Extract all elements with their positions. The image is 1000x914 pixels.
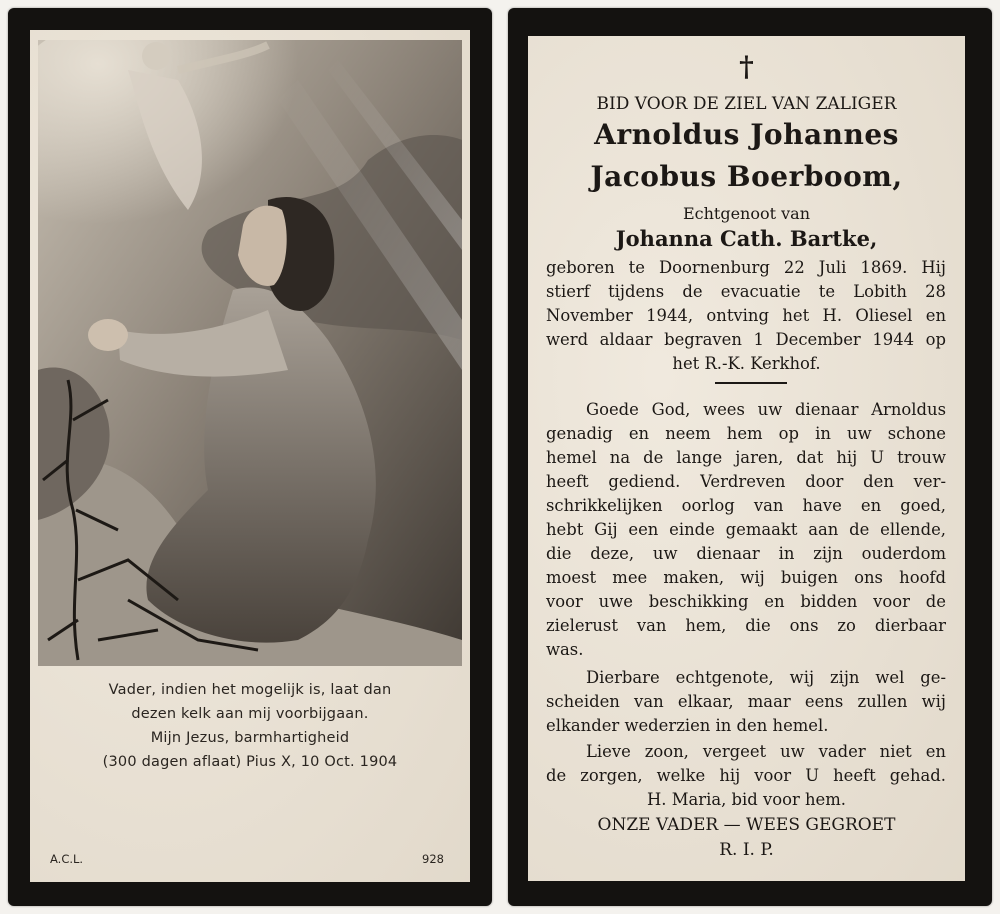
caption-line-1: Vader, indien het mogelijk is, laat dan	[108, 682, 392, 698]
prayer-line-11: was.	[546, 640, 584, 659]
prayer-line-3: hemel na de lange jaren, dat hij U trouw	[546, 448, 946, 467]
right-card	[508, 8, 992, 906]
prayer-line-9: voor uwe beschikking en bidden voor de	[546, 592, 946, 611]
prayers-line: ONZE VADER — WEES GEGROET	[597, 815, 896, 835]
bio-line-2: stierf tijdens de evacuatie te Lobith 28	[546, 282, 946, 301]
rip-line: R. I. P.	[719, 840, 774, 860]
prayer-line-2: genadig en neem hem op in uw schone	[546, 424, 946, 443]
prayer-line-8: moest mee maken, wij buigen ons hoofd	[546, 568, 946, 587]
cross-icon: †	[739, 50, 754, 83]
son-line-2: de zorgen, welke hij voor U heeft gehad.	[546, 766, 946, 785]
prayer-line-4: heeft gediend. Verdreven door den ver-	[546, 472, 946, 491]
deceased-name-line-2: Jacobus Boerboom,	[590, 160, 903, 193]
spouse-name: Johanna Cath. Bartke,	[615, 226, 878, 251]
publisher-mark: A.C.L.	[50, 852, 84, 866]
praying-figure-image	[38, 40, 462, 666]
spouse-line-1: Dierbare echtgenote, wij zijn wel ge-	[586, 668, 946, 687]
prayer-line-10: zielerust van hem, die ons zo dierbaar	[546, 616, 946, 635]
right-paper	[528, 36, 965, 881]
prayer-line-7: die deze, uw dienaar in zijn ouderdom	[546, 544, 946, 563]
spouse-line-2: scheiden van elkaar, maar eens zullen wij	[546, 692, 946, 711]
spouse-line-3: elkander wederzien in den hemel.	[546, 716, 829, 735]
devotional-illustration	[38, 40, 462, 666]
heading: BID VOOR DE ZIEL VAN ZALIGER	[596, 94, 897, 114]
divider	[715, 382, 787, 384]
caption-line-3: Mijn Jezus, barmhartigheid	[150, 730, 350, 746]
spouse-intro: Echtgenoot van	[682, 204, 811, 223]
bio-line-4: werd aldaar begraven 1 December 1944 op	[546, 330, 946, 349]
bio-line-3: November 1944, ontving het H. Oliesel en	[546, 306, 946, 325]
bio-line-1: geboren te Doornenburg 22 Juli 1869. Hij	[546, 258, 946, 277]
prayer-line-6: hebt Gij een einde gemaakt aan de ellende,	[546, 520, 946, 539]
bio-line-5: het R.-K. Kerkhof.	[672, 354, 821, 373]
caption-line-2: dezen kelk aan mij voorbijgaan.	[131, 706, 369, 722]
prayer-line-1: Goede God, wees uw dienaar Arnoldus	[586, 400, 946, 419]
left-card	[8, 8, 492, 906]
maria-line: H. Maria, bid voor hem.	[646, 790, 847, 809]
left-paper	[30, 30, 470, 882]
caption-line-4: (300 dagen aflaat) Pius X, 10 Oct. 1904	[102, 754, 398, 770]
prayer-line-5: schrikkelijken oorlog van have en goed,	[546, 496, 946, 515]
son-line-1: Lieve zoon, vergeet uw vader niet en	[586, 742, 946, 761]
deceased-name-line-1: Arnoldus Johannes	[594, 118, 899, 151]
card-number: 928	[422, 852, 444, 866]
